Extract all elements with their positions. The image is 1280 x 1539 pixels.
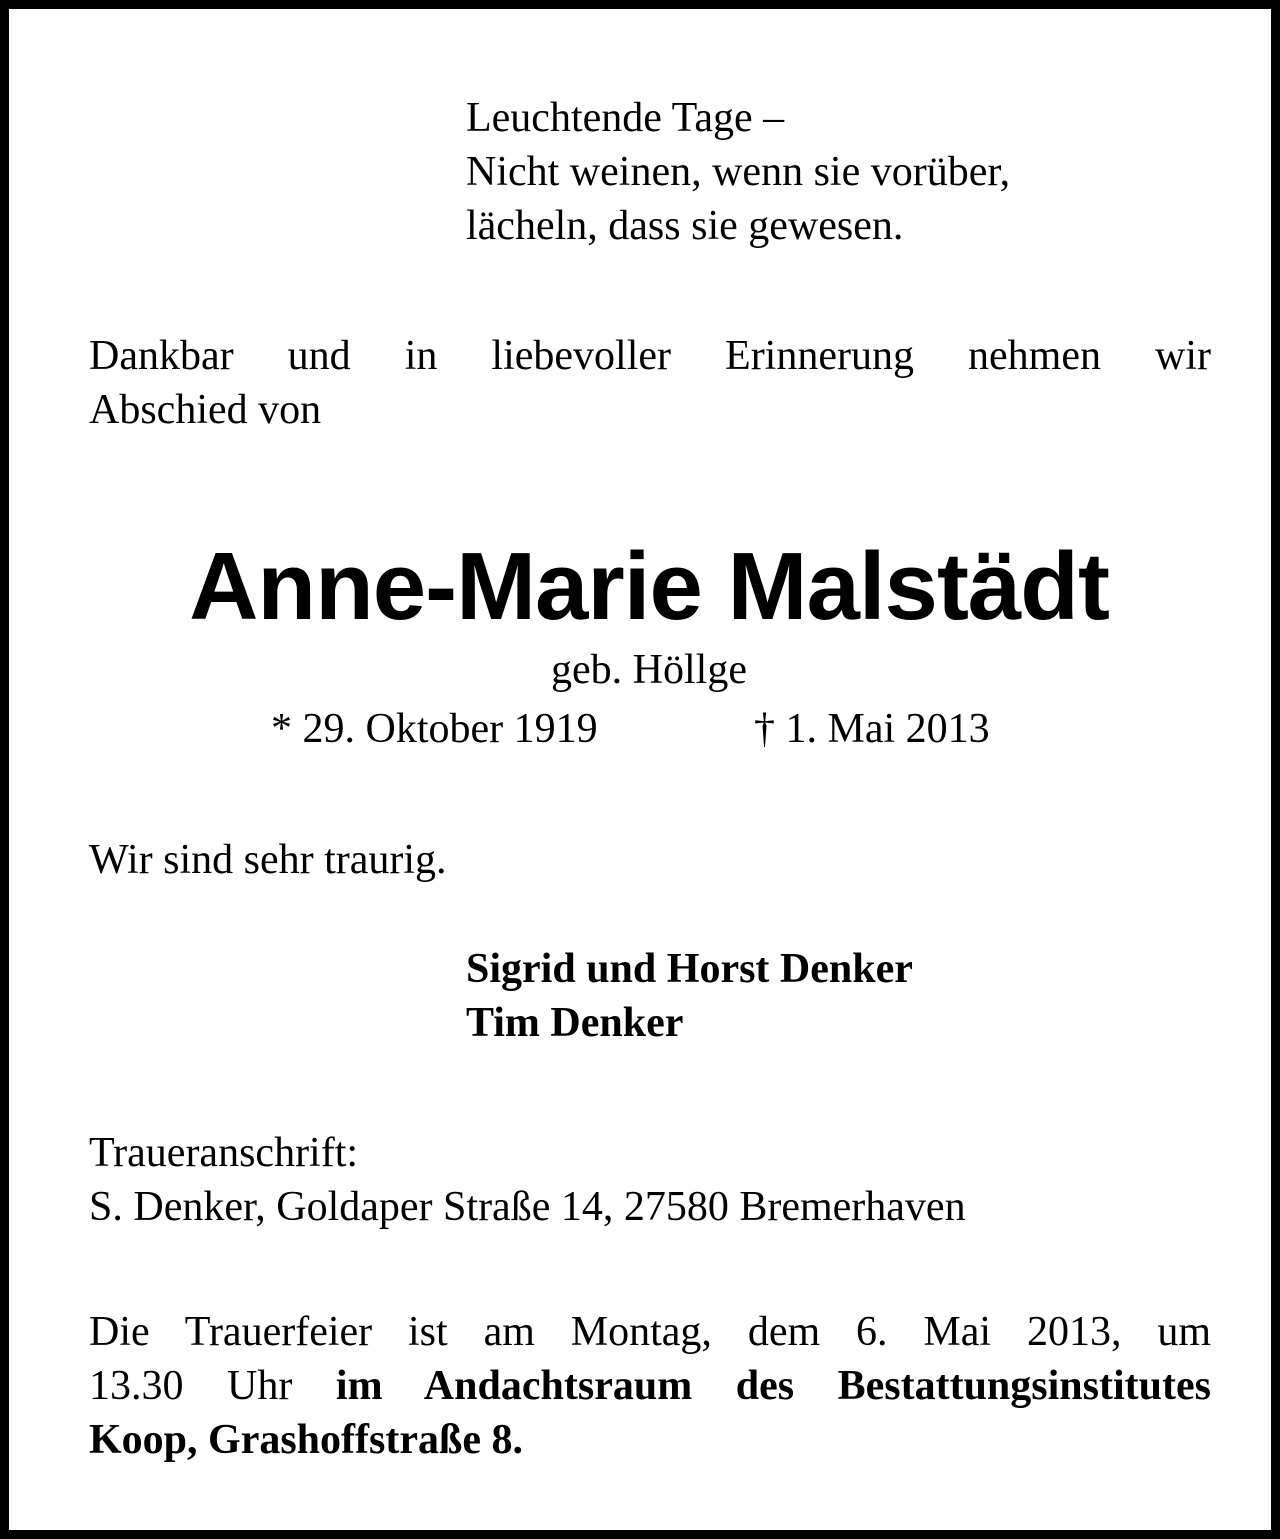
service-address: Koop, Grashoffstraße 8. — [89, 1417, 523, 1463]
service-line: Die Trauerfeier ist am Montag, dem 6. Mai 2013, um — [89, 1309, 1211, 1355]
poem-line: Nicht weinen, wenn sie vorüber, — [466, 149, 1011, 195]
maiden-name: geb. Höllge — [551, 647, 747, 693]
signers — [466, 942, 913, 1050]
mourning-address — [89, 1126, 966, 1234]
signer-name: Tim Denker — [466, 1000, 684, 1046]
poem-line: lächeln, dass sie gewesen. — [466, 203, 904, 249]
address-label: Traueranschrift: — [89, 1130, 359, 1176]
service-paragraph — [89, 1305, 1211, 1467]
birth-date: * 29. Oktober 1919 — [271, 706, 598, 752]
signer-name: Sigrid und Horst Denker — [466, 946, 913, 992]
service-location: im Andachtsraum des Bestattungsinstitutes — [335, 1363, 1211, 1409]
service-line — [89, 1359, 1211, 1413]
deceased-name: Anne-Marie Malstädt — [189, 533, 1109, 640]
poem-line: Leuchtende Tage – — [466, 95, 785, 141]
intro-line: Dankbar und in liebevoller Erinnerung nehmen wir — [89, 333, 1211, 379]
intro-paragraph — [89, 329, 1211, 437]
message: Wir sind sehr traurig. — [89, 837, 447, 883]
life-dates — [9, 702, 1280, 756]
service-time: 13.30 Uhr — [89, 1363, 336, 1409]
death-date: † 1. Mai 2013 — [754, 706, 990, 752]
intro-line: Abschied von — [89, 387, 322, 433]
address-value: S. Denker, Goldaper Straße 14, 27580 Bremerhaven — [89, 1184, 966, 1230]
poem — [466, 91, 1010, 253]
